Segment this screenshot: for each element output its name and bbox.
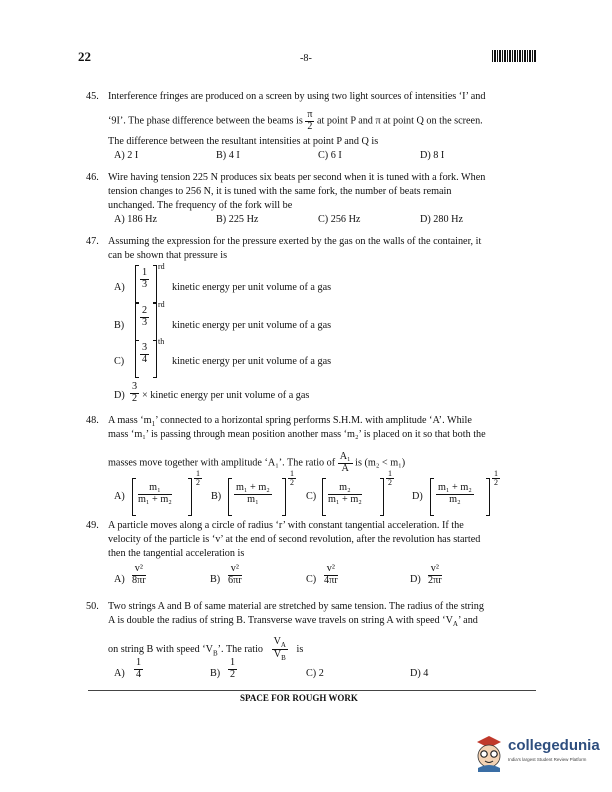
question-line: Two strings A and B of same material are stretched by same tension. The radius of the string (108, 601, 484, 612)
question-line: Assuming the expression for the pressure exerted by the gas on the walls of the container, it (108, 236, 482, 247)
barcode (492, 50, 536, 62)
brand-logo (472, 730, 602, 776)
option-d[interactable]: D) 8 I (420, 150, 445, 161)
fraction-pi-over-2: $\frac{\pi}{2}$ (307, 109, 313, 132)
question-number: 47. (86, 236, 99, 247)
question-line: then the tangential acceleration is (108, 548, 245, 559)
option-d[interactable]: D) 280 Hz (420, 214, 464, 225)
option-a[interactable]: A) 2 I (114, 150, 139, 161)
question-line: tension changes to 256 N, it is tuned with the same fork, the number of beats remain (108, 186, 452, 197)
question-line: Interference fringes are produced on a screen by using two light sources of intensities ‘I’ and (108, 91, 486, 102)
fraction-va-over-vb: $\frac{V_A}{V_B}$ (273, 636, 286, 663)
fraction: $\frac{3}{4}$ (142, 342, 148, 365)
option-c[interactable]: C) (306, 574, 317, 585)
fraction: $\frac{\text{v²}}{8\pi r}$ (132, 563, 146, 586)
exponent-half: $\frac{1}{2}$ (290, 469, 294, 488)
option-c[interactable]: C) 2 (306, 668, 324, 679)
option-d[interactable]: D) (412, 491, 423, 502)
question-number: 46. (86, 172, 99, 183)
text: at point P and π at point Q on the screen. (316, 115, 483, 127)
option-d[interactable]: D) (410, 574, 421, 585)
option-c[interactable]: C) 6 I (318, 150, 342, 161)
question-line: masses move together with amplitude ‘A₁’. The ratio of $\frac{\text{A₁}}{A}$ is (m₂ < m₁) (108, 451, 406, 474)
fraction: $\frac{1}{2}$ (230, 657, 236, 680)
mascot-icon (472, 732, 506, 772)
fraction: $\frac{\text{m₂}}{\text{m₁ + m₂}}$ (328, 482, 362, 505)
option-text: kinetic energy per unit volume of a gas (172, 320, 332, 331)
superscript: rd (158, 262, 165, 271)
fraction: $\frac{\text{m₁ + m₂}}{\text{m₂}}$ (438, 482, 472, 505)
fraction: $\frac{2}{3}$ (142, 305, 148, 328)
option-b[interactable]: B) (114, 320, 125, 331)
fraction: $\frac{1}{4}$ (136, 657, 142, 680)
question-line: on string B with speed ‘$V_B$’. The ratio $\frac{V_A}{V_B}$ is (108, 636, 304, 663)
option-text: × kinetic energy per unit volume of a gas (142, 390, 310, 401)
question-line: can be shown that pressure is (108, 250, 228, 261)
option-c[interactable]: C) (114, 356, 125, 367)
question-line: Wire having tension 225 N produces six beats per second when it is tuned with a fork. When (108, 172, 486, 183)
option-a[interactable]: A) 186 Hz (114, 214, 158, 225)
fraction: $\frac{3}{2}$ (132, 381, 138, 404)
question-number: 45. (86, 91, 99, 102)
option-a[interactable]: A) (114, 668, 125, 679)
exponent-half: $\frac{1}{2}$ (388, 469, 392, 488)
page-number: 22 (78, 49, 91, 64)
superscript: rd (158, 300, 165, 309)
page-center-number: -8- (300, 53, 312, 64)
fraction-a1-over-a: $\frac{\text{A₁}}{A}$ (339, 451, 351, 474)
fraction: $\frac{\text{v²}}{2\pi r}$ (428, 563, 442, 586)
question-line: unchanged. The frequency of the fork will be (108, 200, 293, 211)
question-number: 49. (86, 520, 99, 531)
question-line: A mass ‘$m_1$’ connected to a horizontal spring performs S.H.M. with amplitude ‘A’. While (108, 415, 472, 429)
fraction: $\frac{\text{m₁ + m₂}}{\text{m₁}}$ (236, 482, 270, 505)
option-a[interactable]: A) (114, 282, 125, 293)
option-b[interactable]: B) (211, 491, 222, 502)
question-line: The difference between the resultant intensities at point P and Q is (108, 136, 379, 147)
option-b[interactable]: B) 225 Hz (216, 214, 259, 225)
option-b[interactable]: B) (210, 574, 221, 585)
question-line: A is double the radius of string B. Transverse wave travels on string A with speed ‘$V_A$’ and (108, 615, 478, 629)
question-line (108, 110, 483, 132)
question-line: velocity of the particle is ‘v’ at the end of second revolution, after the revolution has started (108, 534, 481, 545)
brand-name: collegedunia (508, 737, 600, 754)
fraction: $\frac{\text{m₁}}{\text{m₁ + m₂}}$ (138, 482, 172, 505)
fraction: $\frac{1}{3}$ (142, 267, 148, 290)
question-number: 48. (86, 415, 99, 426)
brand-tagline: India's largest Student Review Platform (508, 757, 587, 762)
option-d[interactable]: D) (114, 390, 125, 401)
option-a[interactable]: A) (114, 491, 125, 502)
question-line: mass ‘m₁’ is passing through mean position another mass ‘m₂’ is placed on it so that both the (108, 429, 486, 440)
fraction: $\frac{\text{v²}}{4\pi r}$ (324, 563, 338, 586)
option-c[interactable]: C) (306, 491, 317, 502)
exponent-half: $\frac{1}{2}$ (494, 469, 498, 488)
option-text: kinetic energy per unit volume of a gas (172, 282, 332, 293)
rough-work-label: SPACE FOR ROUGH WORK (240, 693, 358, 703)
text: ‘9I’. The phase difference between the beams is (108, 115, 303, 127)
exponent-half: $\frac{1}{2}$ (196, 469, 200, 488)
option-text: kinetic energy per unit volume of a gas (172, 356, 332, 367)
question-line: A particle moves along a circle of radius ‘r’ with constant tangential acceleration. If the (108, 520, 464, 531)
option-d[interactable]: D) 4 (410, 668, 429, 679)
question-number: 50. (86, 601, 99, 612)
superscript: th (158, 337, 165, 346)
option-b[interactable]: B) (210, 668, 221, 679)
fraction: $\frac{\text{v²}}{6\pi r}$ (228, 563, 242, 586)
divider (88, 690, 536, 691)
option-b[interactable]: B) 4 I (216, 150, 240, 161)
option-c[interactable]: C) 256 Hz (318, 214, 361, 225)
option-a[interactable]: A) (114, 574, 125, 585)
